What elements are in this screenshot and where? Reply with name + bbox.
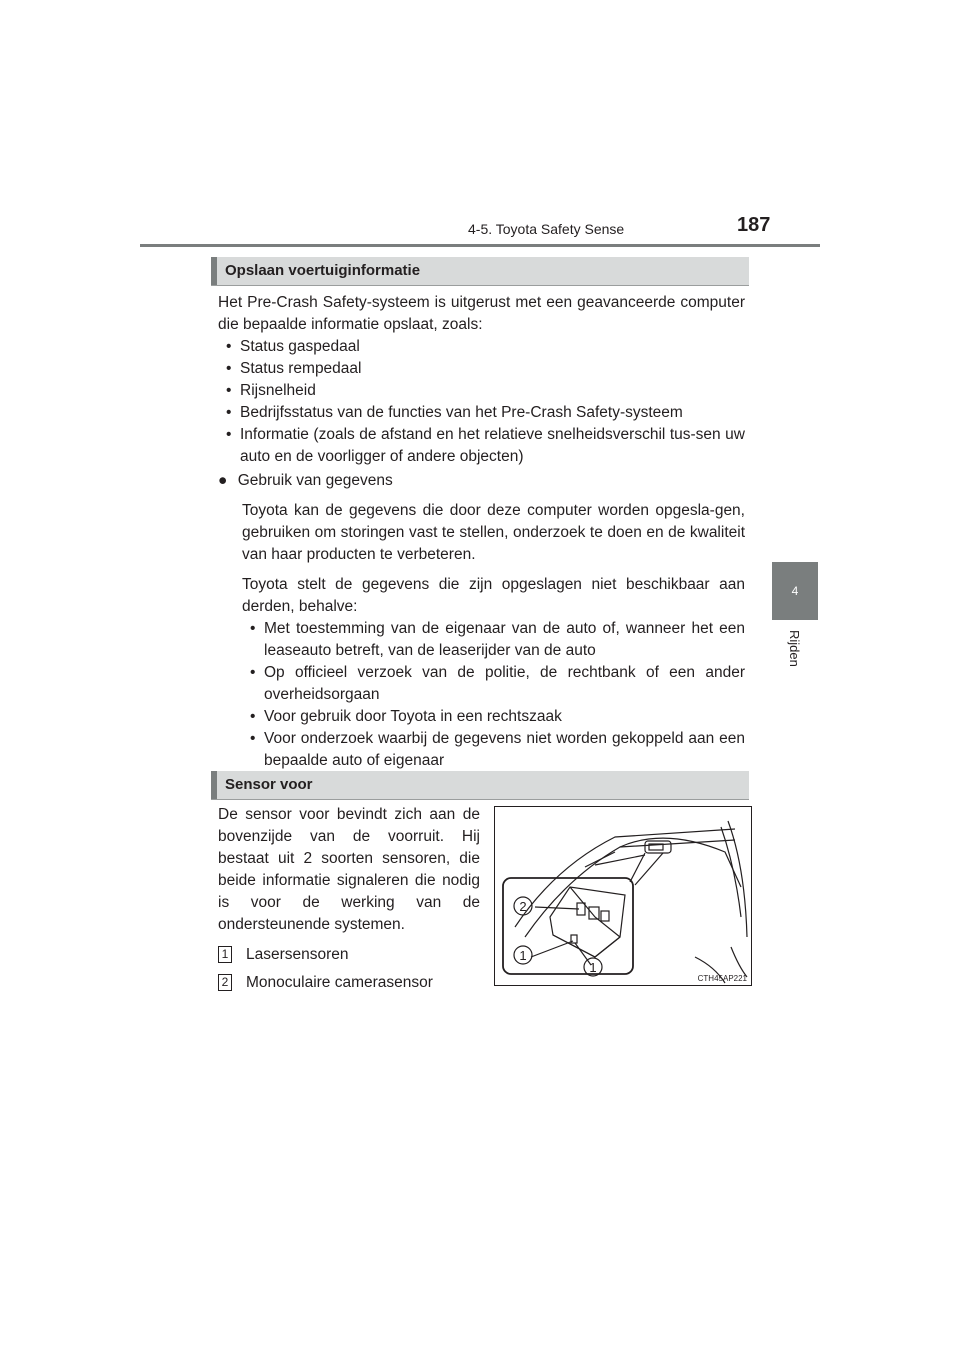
- legend-item-2: [218, 972, 480, 994]
- list-item: • Rijsnelheid: [222, 380, 745, 402]
- list-item: • Voor gebruik door Toyota in een rechtszaak: [246, 706, 745, 728]
- third-party-paragraph: Toyota stelt de gegevens die zijn opgeslagen niet beschikbaar aan derden, behalve:: [242, 576, 745, 615]
- exceptions-list: [246, 618, 745, 772]
- legend-item-1: [218, 944, 480, 966]
- list-item: • Met toestemming van de eigenaar van de auto of, wanneer het een leaseauto betreft, van de leaserijder van de auto: [246, 618, 745, 662]
- list-item: • Status rempedaal: [222, 358, 745, 380]
- legend-label: Lasersensoren: [246, 946, 349, 963]
- list-item: • Op officieel verzoek van de politie, de rechtbank of een ander overheidsorgaan: [246, 662, 745, 706]
- sensor-figure: [494, 806, 752, 986]
- sensor-description: De sensor voor bevindt zich aan de bovenzijde van de voorruit. Hij bestaat uit 2 soorten sensoren, die beide informatie signaleren die nodig is voor de werking van de ondersteunende systemen.: [218, 806, 480, 933]
- page-number: 187: [737, 214, 771, 236]
- list-item: • Status gaspedaal: [222, 336, 745, 358]
- list-item: • Informatie (zoals de afstand en het relatieve snelheidsverschil tus-sen uw auto en de voorligger of andere objecten): [222, 424, 745, 468]
- section-title: Sensor voor: [225, 776, 313, 793]
- callout-number: 1: [218, 946, 232, 963]
- list-item: • Voor onderzoek waarbij de gegevens niet worden gekoppeld aan een bepaalde auto of eigenaar: [246, 728, 745, 772]
- callout-label: 1: [519, 948, 527, 963]
- stored-info-list: [222, 336, 745, 468]
- callout-label: 1: [589, 960, 597, 975]
- section-breadcrumb: 4-5. Toyota Safety Sense: [468, 221, 625, 237]
- section-title: Opslaan voertuiginformatie: [225, 262, 421, 279]
- usage-paragraph: Toyota kan de gegevens die door deze computer worden opgesla-gen, gebruiken om storingen vast te stellen, onderzoek te doen en de kwaliteit van haar producten te verbeteren.: [242, 502, 745, 563]
- list-item: • Bedrijfsstatus van de functies van het Pre-Crash Safety-systeem: [222, 402, 745, 424]
- section-header-sensor: [211, 771, 749, 800]
- chapter-tab: 4: [772, 562, 818, 620]
- legend-label: Monoculaire camerasensor: [246, 974, 433, 991]
- sub-heading: Gebruik van gegevens: [237, 472, 393, 489]
- windshield-sensor-illustration: [495, 807, 751, 985]
- header-divider: [140, 244, 820, 247]
- section-body-sensor: [218, 804, 480, 994]
- callout-number: 2: [218, 974, 232, 991]
- chapter-tab-label: Rijden: [787, 630, 802, 667]
- circle-bullet-icon: ●: [218, 472, 228, 489]
- figure-code: CTH45AP221: [697, 974, 747, 983]
- sub-heading-row: [218, 470, 745, 492]
- intro-paragraph: Het Pre-Crash Safety-systeem is uitgerust met een geavanceerde computer die bepaalde informatie opslaat, zoals:: [218, 294, 745, 333]
- callout-label: 2: [519, 899, 527, 914]
- section-header-storage: [211, 257, 749, 286]
- section-body-storage: [218, 292, 745, 772]
